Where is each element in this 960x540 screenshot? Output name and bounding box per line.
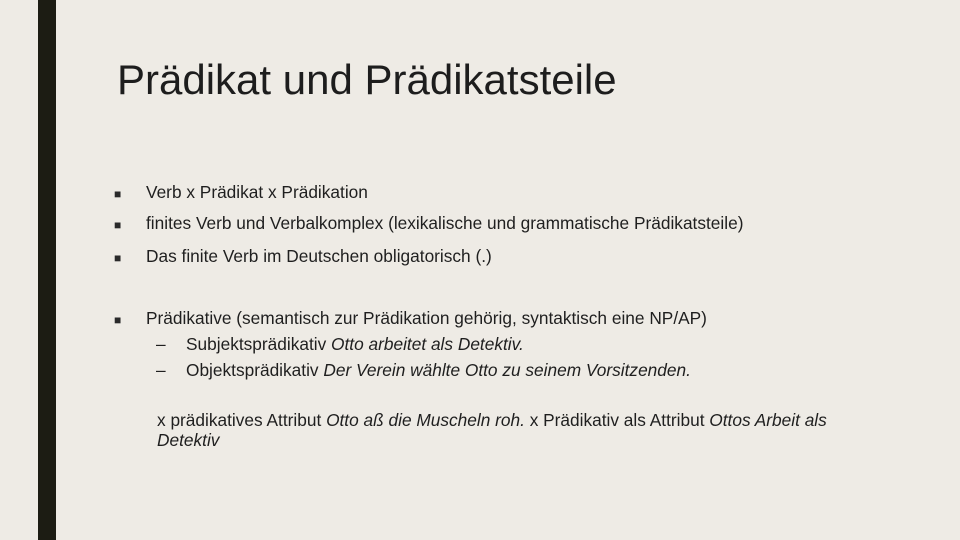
note-text: x Prädikativ als Attribut xyxy=(524,410,710,430)
square-bullet-icon: ■ xyxy=(114,251,122,265)
square-bullet-icon: ■ xyxy=(114,218,122,232)
bullet-item xyxy=(114,180,368,206)
sub-item xyxy=(156,358,691,382)
sub-item-example: Otto arbeitet als Detektiv. xyxy=(331,334,524,354)
sub-item-text: Subjektsprädikativ xyxy=(186,334,332,354)
slide-title: Prädikat und Prädikatsteile xyxy=(117,56,617,103)
sub-item xyxy=(156,332,524,356)
bullet-text: Verb x Prädikat x Prädikation xyxy=(146,182,368,202)
note-text: x prädikatives Attribut xyxy=(157,410,327,430)
dash-marker: – xyxy=(156,360,166,380)
bullet-item xyxy=(114,211,743,237)
note-example: Otto aß die Muscheln roh. xyxy=(326,410,525,430)
square-bullet-icon: ■ xyxy=(114,313,122,327)
sub-item-example: Der Verein wählte Otto zu seinem Vorsitzenden. xyxy=(323,360,691,380)
bullet-text: Prädikative (semantisch zur Prädikation gehörig, syntaktisch eine NP/AP) xyxy=(146,308,707,328)
bullet-item xyxy=(114,244,492,270)
sub-item-text: Objektsprädikativ xyxy=(186,360,324,380)
note-example: Ottos Arbeit als Detektiv xyxy=(157,410,827,450)
bullet-text: Das finite Verb im Deutschen obligatorisch (.) xyxy=(146,246,492,266)
left-accent-bar xyxy=(38,0,56,540)
bullet-item xyxy=(114,306,707,332)
note-paragraph xyxy=(157,410,837,450)
dash-marker: – xyxy=(156,334,166,354)
square-bullet-icon: ■ xyxy=(114,187,122,201)
bullet-text: finites Verb und Verbalkomplex (lexikalische und grammatische Prädikatsteile) xyxy=(146,213,744,233)
